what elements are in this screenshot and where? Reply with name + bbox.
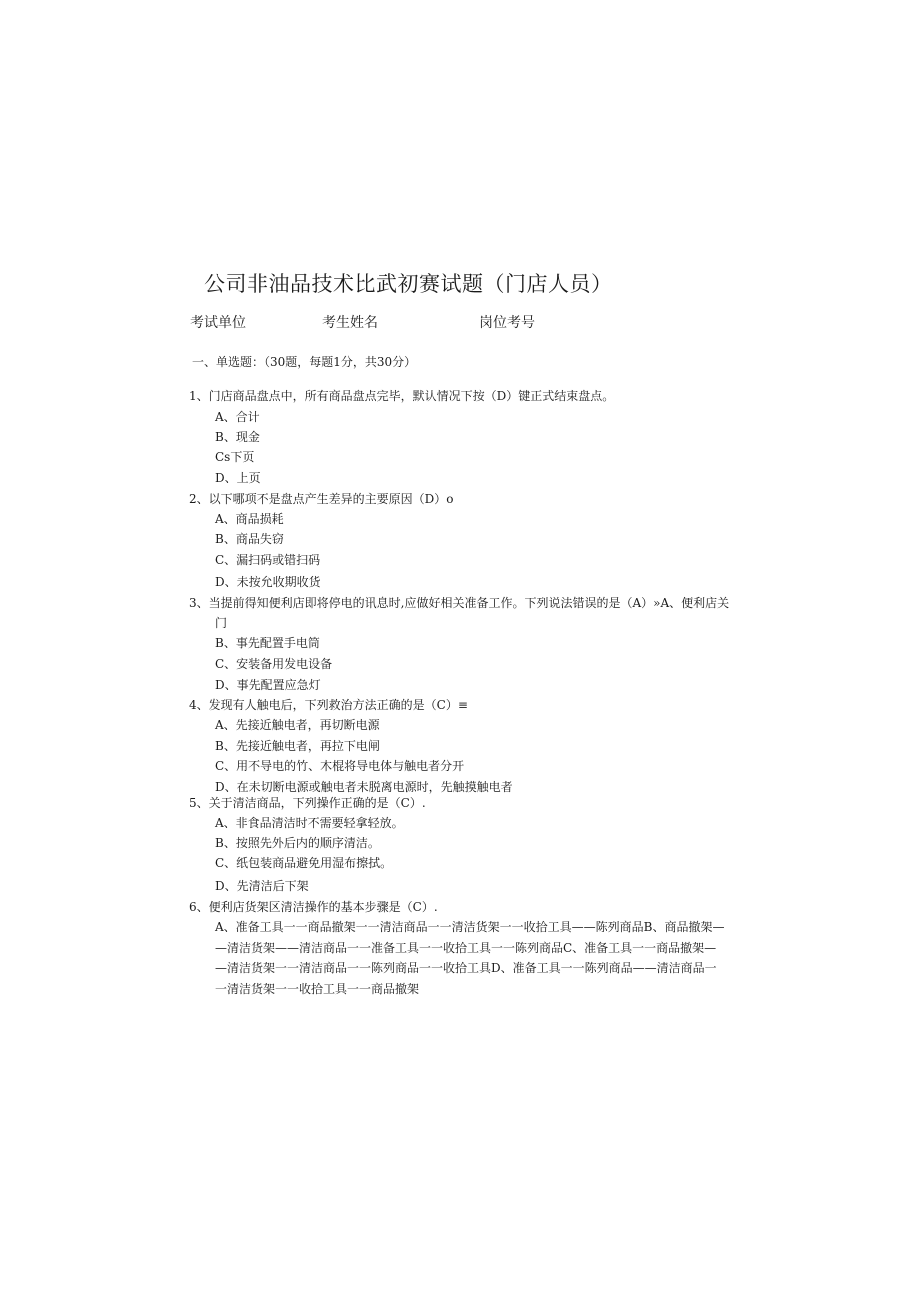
- question-2: 2、以下哪项不是盘点产生差异的主要原因（D）o: [189, 492, 454, 506]
- question-5-option-d: D、先清洁后下架: [215, 879, 309, 893]
- question-5-option-c: C、纸包装商品避免用湿布擦拭。: [215, 856, 393, 870]
- question-3-option-b: B、事先配置手电筒: [215, 636, 320, 650]
- question-6-answer-line-2: —清洁货架——清洁商品一一准备工具一一收拾工具一一陈列商品C、准备工具一一商品撤架—: [215, 941, 717, 955]
- question-3-option-d: D、事先配置应急灯: [215, 678, 321, 692]
- question-2-option-b: B、商品失窃: [215, 532, 284, 546]
- question-6-answer-line-3: —清洁货架一一清洁商品一一陈列商品一一收拾工具D、准备工具一一陈列商品——清洁商品一: [215, 961, 717, 975]
- question-1-option-b: B、现金: [215, 430, 260, 444]
- candidate-name-label: 考生姓名: [322, 315, 378, 331]
- question-6-answer-line-1: A、准备工具一一商品撤架一一清洁商品一一清洁货架一一收拾工具——陈列商品B、商品撤架—: [215, 920, 725, 934]
- question-1-option-c: Cs下页: [215, 450, 255, 464]
- question-4-option-d: D、在未切断电源或触电者未脱离电源时，先触摸触电者: [215, 780, 513, 794]
- question-4-option-a: A、先接近触电者，再切断电源: [215, 718, 380, 732]
- question-1-option-d: D、上页: [215, 471, 261, 485]
- question-2-option-c: C、漏扫码或错扫码: [215, 553, 321, 567]
- question-4: 4、发现有人触电后，下列救治方法正确的是（C）≡: [189, 698, 468, 712]
- question-3-continuation: 门: [215, 616, 228, 630]
- question-3-option-c: C、安装备用发电设备: [215, 657, 333, 671]
- question-1: 1、门店商品盘点中，所有商品盘点完毕，默认情况下按（D）键正式结束盘点。: [189, 389, 615, 403]
- question-2-option-a: A、商品损耗: [215, 512, 284, 526]
- question-4-option-b: B、先接近触电者，再拉下电闸: [215, 739, 380, 753]
- question-3: 3、当提前得知便利店即将停电的讯息时,应做好相关准备工作。下列说法错误的是（A）»A、便利店关: [189, 596, 730, 610]
- question-4-option-c: C、用不导电的竹、木棍将导电体与触电者分开: [215, 759, 465, 773]
- question-6-answer-line-4: 一清洁货架一一收拾工具一一商品撤架: [215, 982, 420, 996]
- question-5: 5、关于清洁商品，下列操作正确的是（C）.: [189, 796, 426, 810]
- exam-title: 公司非油品技术比武初赛试题（门店人员）: [204, 272, 613, 296]
- question-1-option-a: A、合计: [215, 410, 260, 424]
- question-2-option-d: D、未按允收期收货: [215, 575, 321, 589]
- question-5-option-b: B、按照先外后内的顺序清洁。: [215, 836, 380, 850]
- exam-unit-label: 考试单位: [190, 315, 246, 331]
- section-header: 一、单选题：（30题，每题1分，共30分）: [192, 355, 417, 369]
- position-number-label: 岗位考号: [479, 315, 535, 331]
- question-6: 6、便利店货架区清洁操作的基本步骤是（C）.: [189, 900, 438, 914]
- question-5-option-a: A、非食品清洁时不需要轻拿轻放。: [215, 816, 404, 830]
